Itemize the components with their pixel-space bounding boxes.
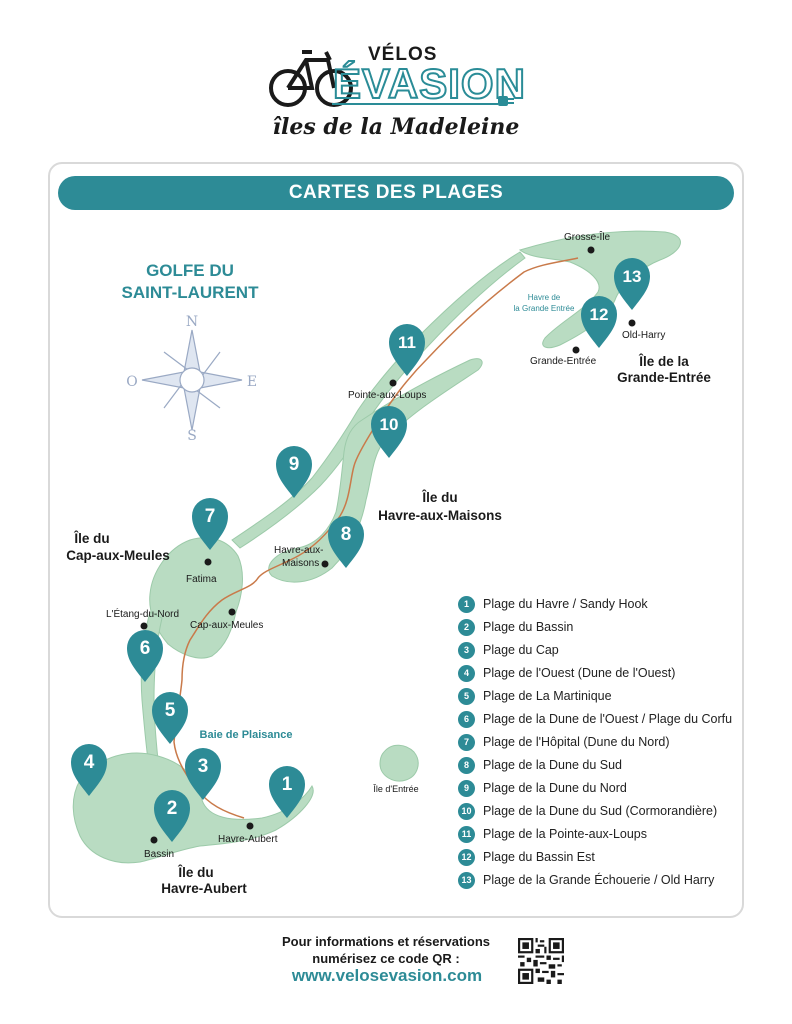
island-label-ham-2: Havre-aux-Maisons (378, 508, 502, 523)
water-label-baie: Baie de Plaisance (199, 729, 293, 741)
legend-item-10 (458, 801, 717, 821)
legend-num: 7 (458, 734, 475, 751)
island-label-ha-1: Île du (178, 865, 214, 880)
legend-label: Plage du Bassin (483, 620, 574, 634)
beach-pin-12[interactable] (581, 296, 617, 348)
svg-text:6: 6 (139, 638, 151, 659)
svg-text:10: 10 (379, 415, 399, 434)
beach-pin-13[interactable] (614, 258, 650, 310)
town-etang-du-nord: L'Étang-du-Nord (106, 609, 180, 620)
legend-item-8 (458, 755, 622, 775)
water-label-havre-ge-2: la Grande Entrée (513, 304, 575, 313)
legend-label: Plage du Havre / Sandy Hook (483, 597, 648, 611)
island-label-grande-entree-2: Grande-Entrée (617, 370, 711, 385)
legend-num: 10 (458, 803, 475, 820)
svg-text:12: 12 (589, 305, 609, 324)
sea-label-line2: SAINT-LAURENT (121, 283, 259, 302)
footer-line1: Pour informations et réservations (281, 934, 491, 949)
compass-n: N (185, 314, 199, 330)
island-label-cam-2: Cap-aux-Meules (66, 548, 170, 563)
legend-item-6 (458, 709, 732, 729)
svg-text:1: 1 (281, 774, 293, 795)
legend-item-13 (458, 870, 714, 890)
legend-label: Plage de la Dune du Sud (Cormorandière) (483, 804, 718, 818)
legend-label: Plage de l'Hôpital (Dune du Nord) (483, 735, 670, 749)
svg-text:9: 9 (288, 454, 300, 475)
footer-info (262, 933, 510, 967)
map-banner-title: CARTES DES PLAGES (58, 176, 734, 210)
land-ile-entree (380, 745, 418, 781)
legend-label: Plage de la Grande Échouerie / Old Harry (483, 873, 715, 887)
legend-num: 12 (458, 849, 475, 866)
legend-num: 11 (458, 826, 475, 843)
beach-pin-5[interactable] (152, 692, 188, 744)
legend-label: Plage de la Dune de l'Ouest / Plage du Corfu (483, 712, 733, 726)
sea-label-line1: GOLFE DU (146, 261, 234, 280)
legend-item-7 (458, 732, 670, 752)
town-old-harry: Old-Harry (622, 330, 666, 341)
water-label-havre-ge-1: Havre de (527, 293, 561, 302)
legend-item-11 (458, 824, 647, 844)
logo-subtitle: îles de la Madeleine (272, 114, 520, 140)
beach-pin-6[interactable] (127, 630, 163, 682)
legend-item-5 (458, 686, 612, 706)
legend-item-1 (458, 594, 648, 614)
compass-o: O (126, 374, 138, 390)
legend-num: 8 (458, 757, 475, 774)
legend-label: Plage de l'Ouest (Dune de l'Ouest) (483, 666, 676, 680)
town-ham-2: Maisons (282, 558, 320, 569)
island-label-ha-2: Havre-Aubert (161, 881, 247, 896)
town-fatima: Fatima (186, 574, 217, 585)
qr-code-icon[interactable] (518, 938, 564, 984)
legend-num: 13 (458, 872, 475, 889)
island-label-ham-1: Île du (422, 490, 458, 505)
legend-label: Plage de la Dune du Sud (483, 758, 622, 772)
compass-rose-icon (142, 330, 242, 430)
legend-num: 3 (458, 642, 475, 659)
compass-e: E (246, 374, 258, 390)
legend-num: 6 (458, 711, 475, 728)
legend-num: 4 (458, 665, 475, 682)
logo-brand-top: VÉLOS (368, 44, 438, 65)
svg-text:8: 8 (340, 524, 352, 545)
legend-num: 2 (458, 619, 475, 636)
svg-text:4: 4 (83, 752, 95, 773)
svg-text:2: 2 (166, 798, 178, 819)
svg-text:11: 11 (398, 333, 416, 352)
legend-item-2 (458, 617, 573, 637)
legend-label: Plage du Bassin Est (483, 850, 595, 864)
town-grande-entree: Grande-Entrée (530, 356, 597, 367)
legend-num: 1 (458, 596, 475, 613)
legend-num: 5 (458, 688, 475, 705)
footer-url-link[interactable]: www.velosevasion.com (291, 966, 483, 985)
island-label-grande-entree-1: Île de la (639, 354, 689, 369)
legend-num: 9 (458, 780, 475, 797)
island-label-cam-1: Île du (74, 531, 110, 546)
town-pointe-aux-loups: Pointe-aux-Loups (348, 390, 427, 401)
legend-item-12 (458, 847, 595, 867)
legend-label: Plage du Cap (483, 643, 559, 657)
town-cap-aux-meules: Cap-aux-Meules (190, 620, 264, 631)
legend-label: Plage de la Dune du Nord (483, 781, 627, 795)
logo-brand-main: ÉVASION (333, 60, 526, 107)
legend-item-3 (458, 640, 559, 660)
svg-text:3: 3 (197, 756, 209, 777)
legend-item-4 (458, 663, 675, 683)
svg-text:13: 13 (622, 267, 642, 286)
town-ham-1: Havre-aux- (274, 545, 324, 556)
svg-text:7: 7 (204, 506, 216, 527)
town-grosse-ile: Grosse-Île (564, 232, 611, 243)
footer-line2: numérisez ce code QR : (312, 951, 460, 966)
town-havre-aubert: Havre-Aubert (218, 834, 278, 845)
svg-text:5: 5 (164, 700, 176, 721)
legend-item-9 (458, 778, 627, 798)
compass-s: S (187, 428, 197, 444)
legend-label: Plage de La Martinique (483, 689, 612, 703)
island-label-entree: Île d'Entrée (373, 784, 419, 794)
legend-label: Plage de la Pointe-aux-Loups (483, 827, 648, 841)
town-bassin: Bassin (144, 849, 175, 860)
